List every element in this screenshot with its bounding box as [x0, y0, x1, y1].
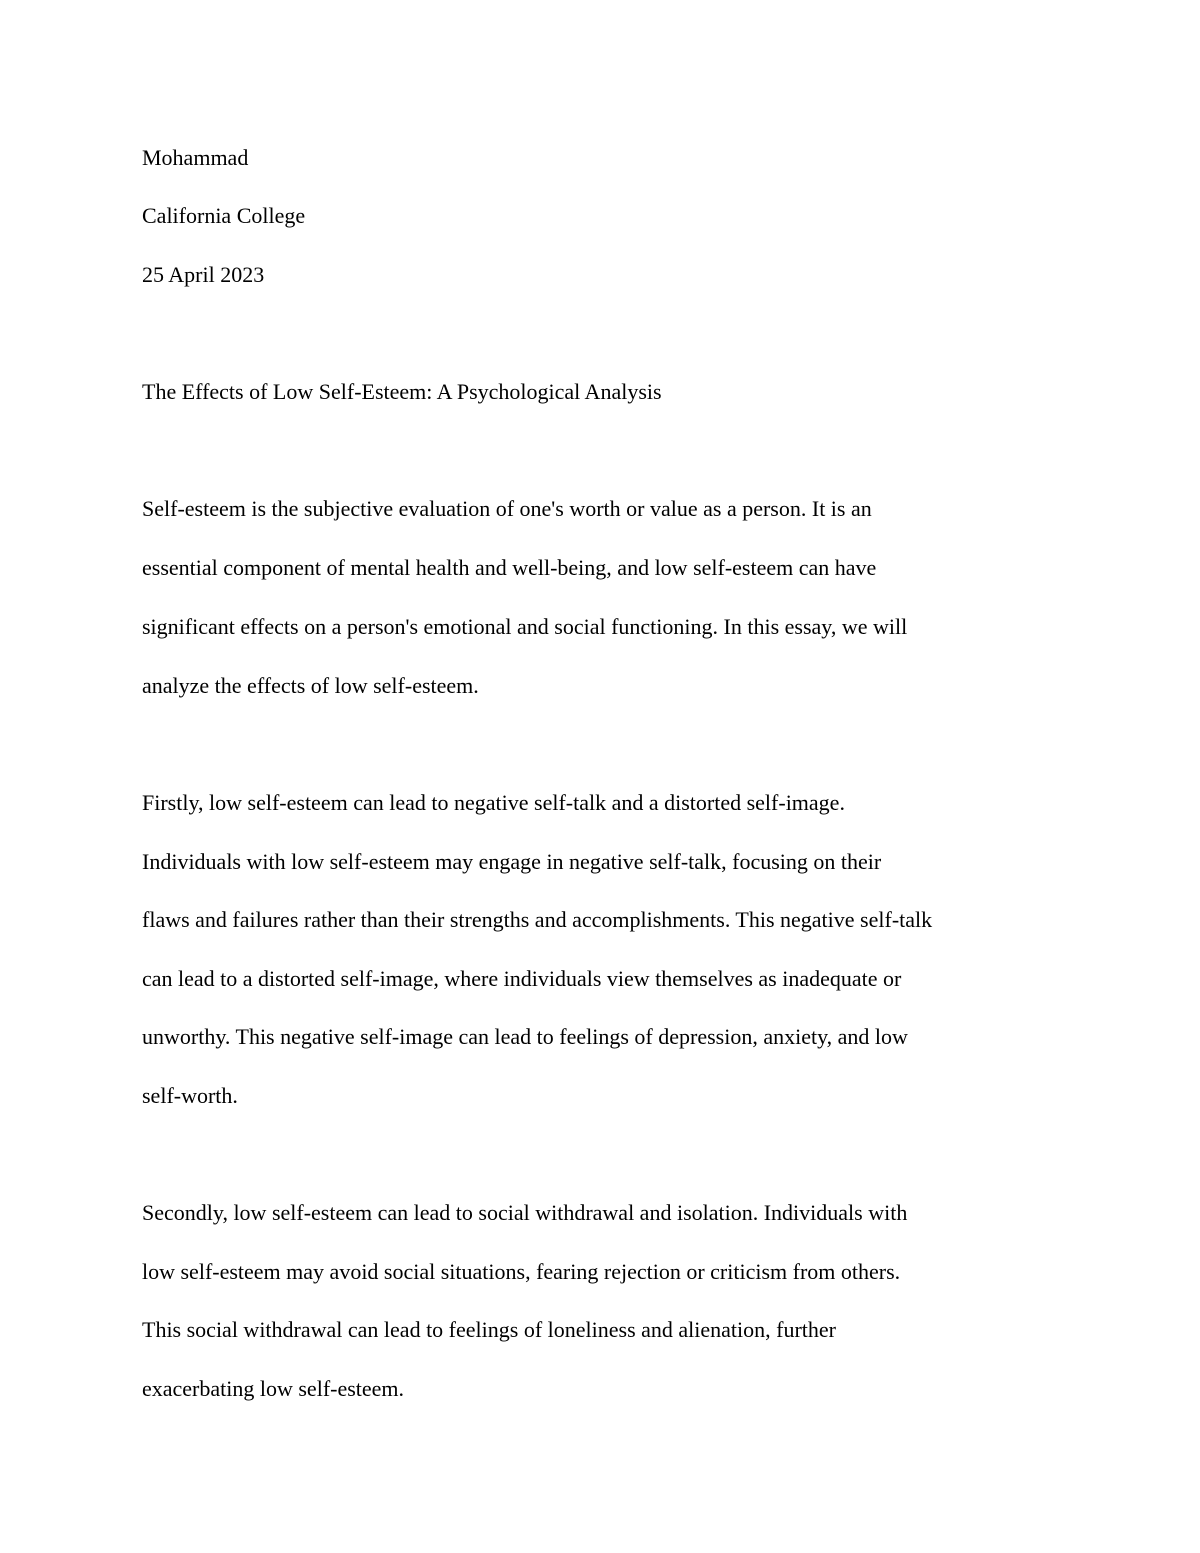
text-line: unworthy. This negative self-image can lead to feelings of depression, anxiety, and low: [142, 1024, 908, 1049]
text-line: This social withdrawal can lead to feelings of loneliness and alienation, further: [142, 1317, 836, 1342]
text-line: Secondly, low self-esteem can lead to social withdrawal and isolation. Individuals with: [142, 1200, 908, 1225]
institution-name: California College: [142, 203, 306, 228]
text-line: Firstly, low self-esteem can lead to negative self-talk and a distorted self-image.: [142, 790, 845, 815]
text-line: self-worth.: [142, 1083, 238, 1108]
text-line: analyze the effects of low self-esteem.: [142, 673, 479, 698]
text-line: Self-esteem is the subjective evaluation of one's worth or value as a person. It is an: [142, 496, 872, 521]
text-line: can lead to a distorted self-image, where individuals view themselves as inadequate or: [142, 966, 902, 991]
text-line: exacerbating low self-esteem.: [142, 1376, 405, 1401]
text-line: essential component of mental health and well-being, and low self-esteem can have: [142, 555, 877, 580]
text-line: significant effects on a person's emotional and social functioning. In this essay, we will: [142, 614, 908, 639]
text-line: low self-esteem may avoid social situations, fearing rejection or criticism from others.: [142, 1259, 901, 1284]
author-name: Mohammad: [142, 145, 249, 170]
document-date: 25 April 2023: [142, 262, 265, 287]
text-line: Individuals with low self-esteem may engage in negative self-talk, focusing on their: [142, 849, 882, 874]
essay-title: The Effects of Low Self-Esteem: A Psychological Analysis: [142, 379, 662, 404]
text-line: flaws and failures rather than their strengths and accomplishments. This negative self-talk: [142, 907, 933, 932]
